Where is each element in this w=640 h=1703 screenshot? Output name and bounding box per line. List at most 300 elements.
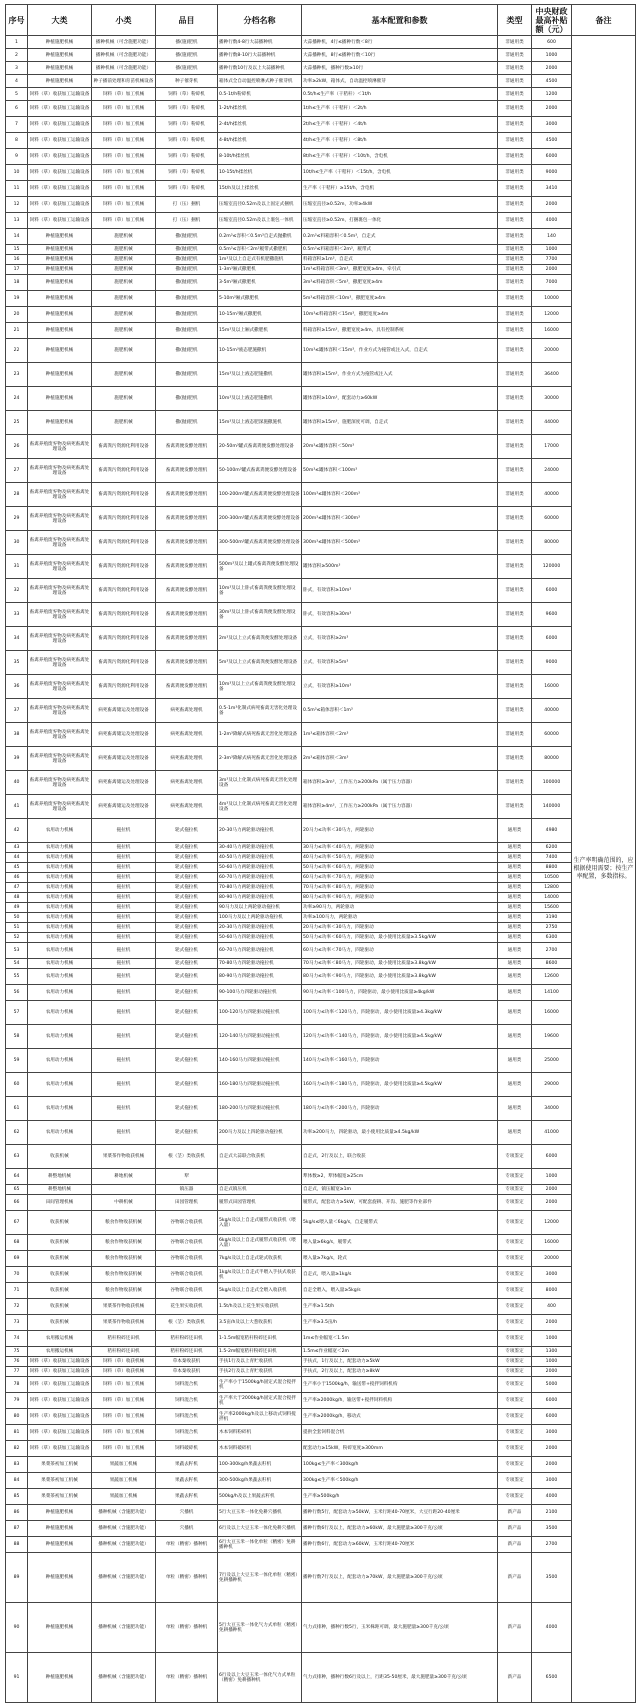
row-grade-name: 木本饲料破碎机	[218, 1441, 302, 1457]
row-type: 非通用类	[498, 149, 532, 165]
row-subsidy: 20000	[532, 1251, 572, 1267]
row-index: 10	[6, 165, 28, 181]
row-grade-name: 4-8t/h揉丝机	[218, 133, 302, 149]
table-row	[6, 1211, 636, 1235]
row-item: 畜禽粪便发酵处理机	[156, 603, 218, 627]
table-row	[6, 149, 636, 165]
row-grade-name: 1-2m³降解式病死畜禽无害化处理设备	[218, 723, 302, 747]
row-config: 履带式，配套动力≥5kW，可配套旋耕、开沟、施肥等作业部件	[302, 1195, 498, 1211]
row-type: 专项鉴定	[498, 1367, 532, 1377]
row-subcategory: 拖拉机	[92, 1097, 156, 1121]
table-row	[6, 507, 636, 531]
table-row	[6, 531, 636, 555]
row-type: 专项鉴定	[498, 1331, 532, 1347]
row-item: 畜禽粪便发酵处理机	[156, 651, 218, 675]
row-index: 37	[6, 699, 28, 723]
header-subcategory: 小类	[92, 5, 156, 36]
row-type: 专项鉴定	[498, 1377, 532, 1393]
row-type: 通用类	[498, 883, 532, 893]
row-config: 卧式，有效容积≥10m³	[302, 579, 498, 603]
row-config: 配套动力≥15kW，粉碎宽度≥300mm	[302, 1441, 498, 1457]
row-type: 专项鉴定	[498, 1185, 532, 1195]
row-index: 51	[6, 923, 28, 933]
row-subsidy: 8600	[532, 959, 572, 969]
row-index: 68	[6, 1235, 28, 1251]
row-grade-name: 15m³及以上厢式撒肥机	[218, 323, 302, 339]
table-row	[6, 265, 636, 275]
row-item: 撒(抛)肥机	[156, 307, 218, 323]
row-subsidy: 1200	[532, 88, 572, 101]
row-type: 通用类	[498, 1121, 532, 1145]
row-category: 农用动力机械	[28, 853, 92, 863]
row-grade-name: 50-100m³罐式畜禽粪便发酵处理设备	[218, 459, 302, 483]
row-category: 饲料（草）收获加工运输设备	[28, 197, 92, 213]
row-category: 农用动力机械	[28, 1001, 92, 1025]
row-index: 11	[6, 181, 28, 197]
row-index: 13	[6, 213, 28, 229]
row-type: 新产品	[498, 1537, 532, 1553]
row-subcategory: 饲料（草）加工机械	[92, 117, 156, 133]
row-grade-name: 6行及以上大豆玉米一体化气力式单粒（精密）免耕播种机	[218, 1653, 302, 1703]
row-category: 农用动力机械	[28, 893, 92, 903]
row-index: 80	[6, 1409, 28, 1425]
row-subsidy: 4000	[532, 213, 572, 229]
row-index: 79	[6, 1393, 28, 1409]
row-subsidy: 14100	[532, 985, 572, 1001]
row-config: 90马力≤功率＜100马力，四轮驱动，最小使用比质量≥4kg/kW	[302, 985, 498, 1001]
row-item: 病死畜禽处理机	[156, 795, 218, 819]
row-index: 64	[6, 1169, 28, 1185]
row-type: 非通用类	[498, 213, 532, 229]
row-subsidy: 16000	[532, 675, 572, 699]
table-row	[6, 959, 636, 969]
row-item: 谷物联合收获机	[156, 1283, 218, 1299]
table-row	[6, 603, 636, 627]
row-item: 轮式拖拉机	[156, 1073, 218, 1097]
row-category: 农用动力机械	[28, 1025, 92, 1049]
row-type: 通用类	[498, 819, 532, 843]
row-grade-name: 6行及以上大豆玉米一体化免耕穴播机	[218, 1521, 302, 1537]
row-category: 种植施肥机械	[28, 323, 92, 339]
row-config: 1m≤作业幅宽＜1.5m	[302, 1331, 498, 1347]
row-type: 非通用类	[498, 603, 532, 627]
row-index: 33	[6, 603, 28, 627]
row-subcategory: 施肥机械	[92, 265, 156, 275]
row-category: 农用动力机械	[28, 923, 92, 933]
row-subcategory: 拖拉机	[92, 819, 156, 843]
table-row	[6, 1097, 636, 1121]
row-grade-name: 6行大豆玉米一体化单粒（精密）免耕播种机	[218, 1537, 302, 1553]
table-row	[6, 229, 636, 245]
row-subcategory: 播种机械（可含施肥功能）	[92, 49, 156, 62]
row-config: 100m³≤罐体容积＜200m³	[302, 483, 498, 507]
table-row	[6, 1315, 636, 1331]
row-index: 49	[6, 903, 28, 913]
row-config: 罐体容积≥15m³，作业方式为拖管或注入式	[302, 363, 498, 387]
row-grade-name: 0.5m³≤容积＜2m³履带式撒肥机	[218, 245, 302, 255]
row-subcategory: 中耕机械	[92, 1195, 156, 1211]
row-subcategory: 拖拉机	[92, 903, 156, 913]
row-category: 种植施肥机械	[28, 75, 92, 88]
row-subcategory: 畜禽粪污资源化利用设备	[92, 483, 156, 507]
table-row	[6, 943, 636, 959]
row-grade-name: 1-2t/h揉丝机	[218, 101, 302, 117]
row-type: 非通用类	[498, 181, 532, 197]
row-item: 果蔬去籽机	[156, 1473, 218, 1489]
row-subcategory: 饲料（草）加工机械	[92, 1441, 156, 1457]
row-grade-name: 生产率小于1500kg/h固定式混合搅拌机	[218, 1377, 302, 1393]
row-category: 果菜茶初加工机械	[28, 1457, 92, 1473]
row-type: 非通用类	[498, 771, 532, 795]
row-item: 果蔬去籽机	[156, 1457, 218, 1473]
row-category: 种植施肥机械	[28, 363, 92, 387]
table-row	[6, 1195, 636, 1211]
row-grade-name: 履带式田园管理机	[218, 1195, 302, 1211]
table-row	[6, 1441, 636, 1457]
row-category: 种植施肥机械	[28, 339, 92, 363]
row-subsidy: 6200	[532, 843, 572, 853]
row-config: 2m³≤箱体容积＜3m³	[302, 747, 498, 771]
row-category: 农用动力机械	[28, 943, 92, 959]
row-config: 20马力≤功率＜30马力，四轮驱动	[302, 923, 498, 933]
table-row	[6, 1521, 636, 1537]
row-item: 轮式拖拉机	[156, 933, 218, 943]
row-subsidy: 60000	[532, 507, 572, 531]
row-subsidy: 3500	[532, 1521, 572, 1537]
row-grade-name: 3-5m³厢式撒肥机	[218, 275, 302, 291]
row-config: 0.5t/h≤生产率（干秸秆）＜1t/h	[302, 88, 498, 101]
row-grade-name: 5行大豆玉米一体化免耕穴播机	[218, 1505, 302, 1521]
table-row	[6, 411, 636, 435]
row-item: 田园管理机	[156, 1195, 218, 1211]
row-category: 饲料（草）收获加工运输设备	[28, 1409, 92, 1425]
row-index: 47	[6, 883, 28, 893]
row-type: 非通用类	[498, 531, 532, 555]
row-subsidy: 40000	[532, 699, 572, 723]
row-category: 农用动力机械	[28, 863, 92, 873]
row-type: 非通用类	[498, 411, 532, 435]
row-subsidy: 7000	[532, 275, 572, 291]
row-item: 单粒（精密）播种机	[156, 1537, 218, 1553]
row-category: 畜禽养殖废弃物及病死畜禽处理设备	[28, 627, 92, 651]
row-index: 61	[6, 1097, 28, 1121]
row-subcategory: 饲料（草）收获机械	[92, 1367, 156, 1377]
row-subcategory: 拖拉机	[92, 923, 156, 933]
row-type: 专项鉴定	[498, 1169, 532, 1185]
row-subsidy: 4500	[532, 75, 572, 88]
row-item: 饲料（草）粉碎机	[156, 117, 218, 133]
row-grade-name: 3m³及以上化制式病死畜禽无害化处理设备	[218, 771, 302, 795]
row-category: 畜禽养殖废弃物及病死畜禽处理设备	[28, 555, 92, 579]
table-row	[6, 1073, 636, 1097]
row-grade-name: 0.2m³≤容积＜0.5m³自走式抛撒机	[218, 229, 302, 245]
row-type: 专项鉴定	[498, 1299, 532, 1315]
row-subsidy: 4000	[532, 1603, 572, 1653]
row-subsidy: 12000	[532, 307, 572, 323]
row-grade-name: 180-200马力四轮驱动拖拉机	[218, 1097, 302, 1121]
row-config: 2t/h≤生产率（干秸秆）＜4t/h	[302, 117, 498, 133]
row-subsidy: 25000	[532, 1049, 572, 1073]
row-subcategory: 拖拉机	[92, 893, 156, 903]
row-item: 轮式拖拉机	[156, 883, 218, 893]
row-category: 农用动力机械	[28, 1121, 92, 1145]
row-item: 饲料混合机	[156, 1377, 218, 1393]
row-type: 非通用类	[498, 197, 532, 213]
row-category: 畜禽养殖废弃物及病死畜禽处理设备	[28, 435, 92, 459]
row-grade-name: 播种行数4-8行大蒜播种机	[218, 36, 302, 49]
row-item: 饲料（草）粉碎机	[156, 149, 218, 165]
row-subcategory: 饲料（草）加工机械	[92, 1425, 156, 1441]
row-index: 20	[6, 307, 28, 323]
row-subcategory: 饲料（草）加工机械	[92, 149, 156, 165]
row-config: 自走式，2行及以上，联合收获	[302, 1145, 498, 1169]
row-subcategory: 饲料（草）加工机械	[92, 101, 156, 117]
row-grade-name: 1.5-2m幅宽秸秆粉碎还田机	[218, 1347, 302, 1357]
row-subsidy: 1000	[532, 1331, 572, 1347]
row-type: 非通用类	[498, 339, 532, 363]
row-category: 农用动力机械	[28, 985, 92, 1001]
row-grade-name: 30-40马力两轮驱动拖拉机	[218, 843, 302, 853]
row-subsidy: 9600	[532, 603, 572, 627]
row-config: 大蒜播种机，8行≤播种行数＜10行	[302, 49, 498, 62]
row-item: 轮式拖拉机	[156, 843, 218, 853]
row-subsidy: 30000	[532, 387, 572, 411]
row-subcategory: 畜禽粪污资源化利用设备	[92, 675, 156, 699]
row-config: 300m³≤罐体容积＜500m³	[302, 531, 498, 555]
row-index: 69	[6, 1251, 28, 1267]
row-subsidy: 3000	[532, 117, 572, 133]
row-item: 饲料破碎机	[156, 1441, 218, 1457]
row-subsidy: 3000	[532, 1473, 572, 1489]
row-subcategory: 施肥机械	[92, 291, 156, 307]
row-index: 24	[6, 387, 28, 411]
row-subcategory: 饲料（草）加工机械	[92, 88, 156, 101]
row-subcategory: 病死畜禽储运及处理设备	[92, 771, 156, 795]
table-row	[6, 36, 636, 49]
table-row	[6, 1473, 636, 1489]
table-row	[6, 675, 636, 699]
row-index: 19	[6, 291, 28, 307]
row-type: 专项鉴定	[498, 1283, 532, 1299]
row-index: 57	[6, 1001, 28, 1025]
row-config: 20马力≤功率＜30马力，两轮驱动	[302, 819, 498, 843]
row-category: 种植施肥机械	[28, 265, 92, 275]
row-item: 秸秆粉碎还田机	[156, 1331, 218, 1347]
row-subsidy: 16000	[532, 1235, 572, 1251]
row-subsidy: 3190	[532, 913, 572, 923]
row-subcategory: 饲料（草）加工机械	[92, 1393, 156, 1409]
row-index: 73	[6, 1315, 28, 1331]
table-row	[6, 88, 636, 101]
row-type: 非通用类	[498, 165, 532, 181]
row-type: 非通用类	[498, 255, 532, 265]
row-subcategory: 畜禽粪污资源化利用设备	[92, 651, 156, 675]
row-item: 轮式拖拉机	[156, 985, 218, 1001]
row-type: 非通用类	[498, 651, 532, 675]
row-subcategory: 施肥机械	[92, 323, 156, 339]
row-grade-name: 50-60马力四轮驱动拖拉机	[218, 933, 302, 943]
row-index: 22	[6, 339, 28, 363]
row-index: 55	[6, 969, 28, 985]
row-type: 通用类	[498, 863, 532, 873]
row-subsidy: 9000	[532, 651, 572, 675]
row-grade-name: 10m³及以上卧式畜禽粪便发酵处理设备	[218, 579, 302, 603]
table-body	[6, 36, 636, 1703]
row-subsidy: 17000	[532, 435, 572, 459]
row-subcategory: 拖拉机	[92, 959, 156, 969]
row-type: 新产品	[498, 1521, 532, 1537]
row-index: 6	[6, 101, 28, 117]
row-item: 畜禽粪便发酵处理机	[156, 507, 218, 531]
row-subcategory: 饲料（草）加工机械	[92, 1409, 156, 1425]
row-category: 果菜茶初加工机械	[28, 1473, 92, 1489]
row-grade-name: 10m³及以上液态肥施撒机	[218, 387, 302, 411]
row-category: 饲料（草）收获加工运输设备	[28, 181, 92, 197]
row-subcategory: 播种机械（含施肥功能）	[92, 1653, 156, 1703]
row-index: 17	[6, 265, 28, 275]
row-index: 14	[6, 229, 28, 245]
row-subcategory: 畜禽粪污资源化利用设备	[92, 603, 156, 627]
row-subsidy: 36400	[532, 363, 572, 387]
row-subcategory: 耕地机械	[92, 1169, 156, 1185]
row-grade-name: 1-1.5m幅宽秸秆粉碎还田机	[218, 1331, 302, 1347]
row-item: 畜禽粪便发酵处理机	[156, 435, 218, 459]
row-item: 轮式拖拉机	[156, 1121, 218, 1145]
row-grade-name: 20-30马力四轮驱动拖拉机	[218, 923, 302, 933]
row-config: 大蒜播种机，4行≤播种行数＜8行	[302, 36, 498, 49]
row-type: 非通用类	[498, 229, 532, 245]
row-type: 非通用类	[498, 49, 532, 62]
row-config: 生产率≥2000kg/h，输送带+搅拌饲料机构	[302, 1393, 498, 1409]
subsidy-table	[5, 4, 636, 1703]
row-subcategory: 拖拉机	[92, 873, 156, 883]
row-type: 专项鉴定	[498, 1473, 532, 1489]
row-index: 87	[6, 1521, 28, 1537]
row-grade-name: 压缩室直径0.52m及以上裹包一体机	[218, 213, 302, 229]
table-row	[6, 459, 636, 483]
row-subcategory: 饲料（草）加工机械	[92, 133, 156, 149]
row-item: 轮式拖拉机	[156, 1001, 218, 1025]
row-subsidy: 44000	[532, 411, 572, 435]
row-grade-name: 2-3m³降解式病死畜禽无害化处理设备	[218, 747, 302, 771]
row-subcategory: 施肥机械	[92, 339, 156, 363]
row-item: 撒(抛)肥机	[156, 363, 218, 387]
table-row	[6, 1409, 636, 1425]
row-subsidy: 24000	[532, 459, 572, 483]
row-config: 10m³≤罐体容积＜15m³，作业方式为拖管或注入式，自走式	[302, 339, 498, 363]
row-grade-name: 手扶1行及以上青贮收获机	[218, 1357, 302, 1367]
row-item: 撒(抛)肥机	[156, 323, 218, 339]
row-type: 专项鉴定	[498, 1357, 532, 1367]
row-type: 通用类	[498, 985, 532, 1001]
row-config: 0.5m³≤料箱容积＜2m³，履带式	[302, 245, 498, 255]
row-category: 农用动力机械	[28, 933, 92, 943]
row-subcategory: 病死畜禽储运及处理设备	[92, 723, 156, 747]
row-subcategory: 粮食作物收获机械	[92, 1235, 156, 1251]
row-subcategory: 果菜茶作物收获机械	[92, 1145, 156, 1169]
row-subsidy: 3410	[532, 181, 572, 197]
table-row	[6, 819, 636, 843]
row-grade-name: 木本饲料粉碎机	[218, 1425, 302, 1441]
row-index: 29	[6, 507, 28, 531]
row-config: 手扶式，2行及以上，配套动力≥8kW	[302, 1367, 498, 1377]
table-row	[6, 197, 636, 213]
row-index: 75	[6, 1347, 28, 1357]
row-subcategory: 粮食作物收获机械	[92, 1251, 156, 1267]
row-type: 非通用类	[498, 36, 532, 49]
row-config: 罐体容积≥10m³，配套动力≥60kW	[302, 387, 498, 411]
table-row	[6, 1393, 636, 1409]
row-index: 31	[6, 555, 28, 579]
row-subcategory: 施肥机械	[92, 307, 156, 323]
row-category: 农用搬运机械	[28, 1347, 92, 1357]
row-subcategory: 饲料（草）加工机械	[92, 1377, 156, 1393]
row-category: 种植施肥机械	[28, 1537, 92, 1553]
row-index: 8	[6, 133, 28, 149]
row-category: 种植施肥机械	[28, 229, 92, 245]
row-subsidy: 80000	[532, 531, 572, 555]
row-grade-name: 箱体式全自动温控喷淋式种子催芽机	[218, 75, 302, 88]
row-index: 2	[6, 49, 28, 62]
row-type: 非通用类	[498, 133, 532, 149]
row-subcategory: 畜禽粪污资源化利用设备	[92, 579, 156, 603]
header-index: 序号	[6, 5, 28, 36]
row-category: 农用动力机械	[28, 1073, 92, 1097]
row-grade-name: 1.5t/h及以上花生果实收获机	[218, 1299, 302, 1315]
table-row	[6, 1457, 636, 1473]
row-subcategory: 果菜茶作物收获机械	[92, 1299, 156, 1315]
table-row	[6, 275, 636, 291]
row-item: 谷物联合收获机	[156, 1267, 218, 1283]
row-category: 饲料（草）收获加工运输设备	[28, 1367, 92, 1377]
row-type: 非通用类	[498, 675, 532, 699]
row-index: 78	[6, 1377, 28, 1393]
row-subsidy: 600	[532, 36, 572, 49]
row-grade-name: 160-180马力四轮驱动拖拉机	[218, 1073, 302, 1097]
row-grade-name: 7行及以上大豆玉米一体化单粒（精密）免耕播种机	[218, 1553, 302, 1603]
table-row	[6, 363, 636, 387]
row-subsidy: 40000	[532, 483, 572, 507]
row-index: 72	[6, 1299, 28, 1315]
row-index: 4	[6, 75, 28, 88]
row-subcategory: 拖拉机	[92, 969, 156, 985]
row-index: 18	[6, 275, 28, 291]
row-grade-name: 500m³及以上罐式畜禽粪便发酵处理设备	[218, 555, 302, 579]
row-subcategory: 畜禽粪污资源化利用设备	[92, 531, 156, 555]
row-type: 专项鉴定	[498, 1211, 532, 1235]
row-index: 39	[6, 747, 28, 771]
row-grade-name: 15t/h及以上揉丝机	[218, 181, 302, 197]
row-config: 10m³≤料箱容积＜15m³，撒肥宽度≥4m	[302, 307, 498, 323]
row-category: 收获机械	[28, 1251, 92, 1267]
row-grade-name: 2-4t/h揉丝机	[218, 117, 302, 133]
row-index: 40	[6, 771, 28, 795]
table-row	[6, 165, 636, 181]
header-category: 大类	[28, 5, 92, 36]
row-index: 82	[6, 1441, 28, 1457]
header-row	[6, 5, 636, 36]
row-grade-name: 60-70马力两轮驱动拖拉机	[218, 873, 302, 883]
row-item: 轮式拖拉机	[156, 959, 218, 969]
table-row	[6, 969, 636, 985]
row-config: 箱体容积≥3m³，工作压力≥200kPa（属于压力容器）	[302, 771, 498, 795]
row-index: 52	[6, 933, 28, 943]
row-index: 89	[6, 1553, 28, 1603]
row-item: 撒(抛)肥机	[156, 275, 218, 291]
table-row	[6, 555, 636, 579]
row-subcategory: 饲料（草）加工机械	[92, 213, 156, 229]
row-subsidy: 4980	[532, 819, 572, 843]
